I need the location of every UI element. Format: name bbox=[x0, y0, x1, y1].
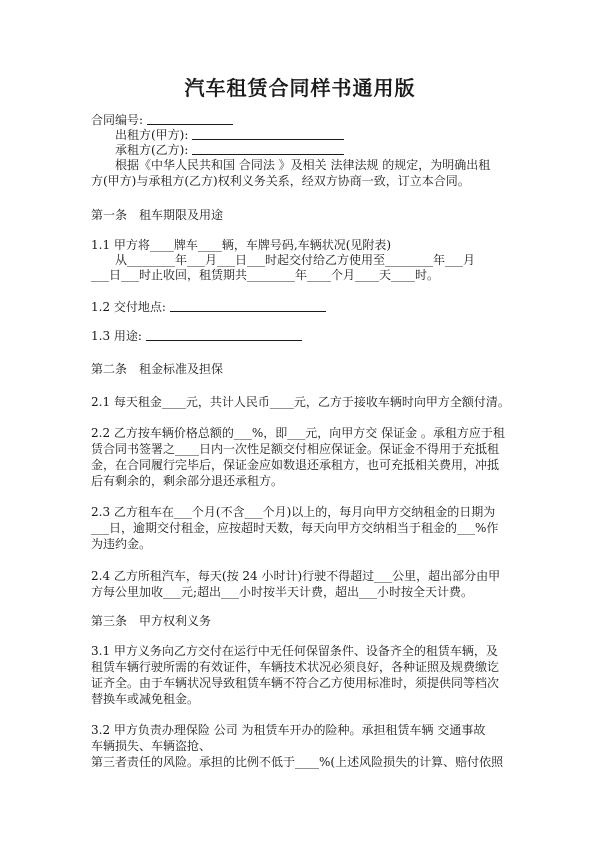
contract-number-label: 合同编号: bbox=[91, 113, 144, 127]
delivery-place-blank bbox=[170, 300, 326, 312]
clause-1-1-line-1: 1.1 甲方将____牌车____辆，车牌号码,车辆状况(见附表) bbox=[91, 238, 392, 252]
clause-2-1-line: 2.1 每天租金____元，共计人民币____元，乙方于接收车辆时向甲方全额付清。 bbox=[91, 395, 510, 409]
clause-1-3-line bbox=[91, 329, 302, 343]
clause-3-1-line-2: 租赁车辆行驶所需的有效证件，车辆技术状况必须良好，各种证照及规费缴讫 bbox=[91, 660, 500, 674]
contract-number-blank bbox=[147, 113, 233, 125]
clause-2-2-line-1: 2.2 乙方按车辆价格总额的___%，即___元，向甲方交 保证金 。承租方应于租 bbox=[91, 426, 505, 440]
lessee-line bbox=[115, 143, 344, 157]
clause-2-4-line-2: 方每公里加收___元;超出___小时按半天计费，超出___小时按全天计费。 bbox=[91, 585, 474, 599]
contract-number-line bbox=[91, 113, 233, 127]
lessor-line bbox=[115, 128, 344, 142]
purpose-label: 1.3 用途: bbox=[91, 329, 142, 343]
clause-2-2-line-3: 金，在合同履行完毕后，保证金应如数退还承租方，也可充抵相关费用，冲抵 bbox=[91, 458, 500, 472]
clause-2-3-line-3: 为违约金。 bbox=[91, 537, 152, 551]
document-title: 汽车租赁合同样书通用版 bbox=[184, 76, 416, 100]
preamble-line-1: 根据《中华人民共和国 合同法 》及相关 法律法规 的规定，为明确出租 bbox=[115, 158, 491, 172]
clause-2-4-line-1: 2.4 乙方所租汽车，每天(按 24 小时计)行驶不得超过___公里，超出部分由甲 bbox=[91, 569, 501, 583]
clause-3-2-line-2: 车辆损失、车辆盗抢、 bbox=[91, 739, 212, 753]
preamble-line-2: 方(甲方)与承租方(乙方)权利义务关系，经双方协商一致，订立本合同。 bbox=[91, 174, 470, 188]
clause-2-2-line-4: 后有剩余的，剩余部分退还承租方。 bbox=[91, 474, 284, 488]
clause-1-1-line-2: 从________年___月___日___时起交付给乙方使用至________年___月 bbox=[115, 253, 476, 267]
clause-3-1-line-3: 证齐全。由于车辆状况导致租赁车辆不符合乙方使用标准时，须提供同等档次 bbox=[91, 676, 500, 690]
delivery-place-label: 1.2 交付地点: bbox=[91, 300, 166, 314]
lessee-label: 承租方(乙方): bbox=[115, 143, 189, 157]
clause-2-3-line-2: ___日，逾期交付租金，应按超时天数，每天向甲方交纳相当于租金的___%作 bbox=[91, 521, 499, 535]
clause-2-2-line-2: 赁合同书签署之____日内一次性足额交付相应保证金。保证金不得用于充抵租 bbox=[91, 442, 500, 456]
clause-3-1-line-1: 3.1 甲方义务向乙方交付在运行中无任何保留条件、设备齐全的租赁车辆，及 bbox=[91, 644, 498, 658]
lessee-blank bbox=[192, 143, 344, 155]
article-1-heading: 第一条 租车期限及用途 bbox=[91, 208, 224, 222]
clause-2-3-line-1: 2.3 乙方租车在___个月(不含___个月)以上的，每月向甲方交纳租金的日期为 bbox=[91, 505, 496, 519]
clause-1-1-line-3: ___日___时止收回，租赁期共________年____个月____天____时。 bbox=[91, 268, 440, 282]
article-3-heading: 第三条 甲方权利义务 bbox=[91, 614, 212, 628]
clause-1-2-line bbox=[91, 300, 326, 314]
clause-3-1-line-4: 替换车或减免租金。 bbox=[91, 692, 200, 706]
purpose-blank bbox=[146, 329, 302, 341]
lessor-label: 出租方(甲方): bbox=[115, 128, 189, 142]
clause-3-2-line-3: 第三者责任的风险。承担的比例不低于____%(上述风险损失的计算、赔付依照 bbox=[91, 755, 504, 769]
article-2-heading: 第二条 租金标准及担保 bbox=[91, 362, 224, 376]
clause-3-2-line-1: 3.2 甲方负责办理保险 公司 为租赁车开办的险种。承担租赁车辆 交通事故 bbox=[91, 723, 486, 737]
lessor-blank bbox=[192, 128, 344, 140]
